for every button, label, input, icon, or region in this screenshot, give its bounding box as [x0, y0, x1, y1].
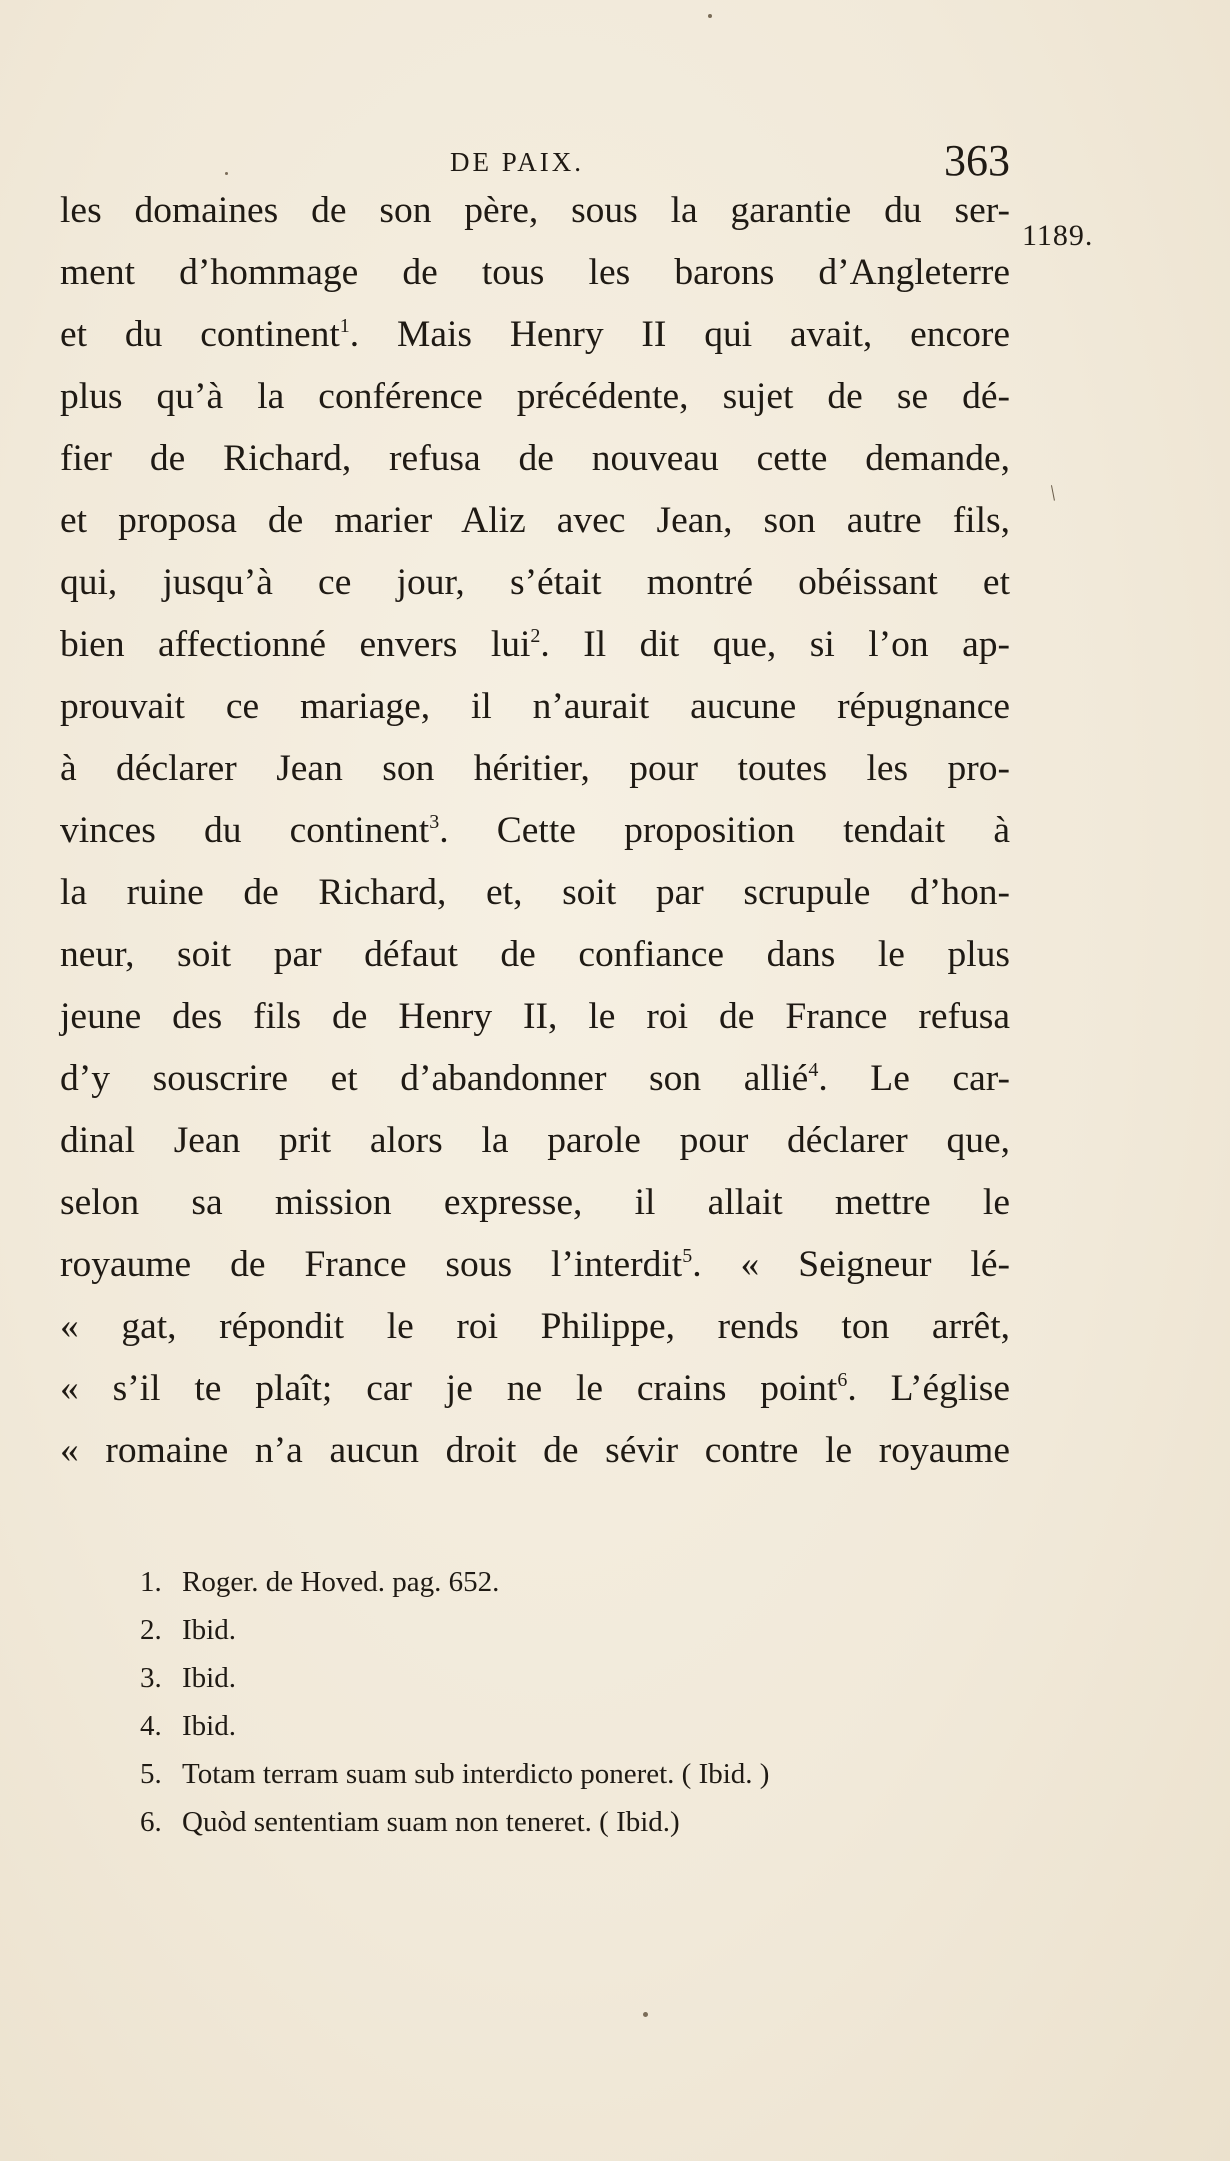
- line-text: à déclarer Jean son héritier, pour toutes les pro-: [60, 748, 1010, 789]
- line-text-continued: . L’église: [847, 1368, 1011, 1409]
- line-text: selon sa mission expresse, il allait mettre le: [60, 1182, 1010, 1223]
- text-line: [60, 180, 1010, 242]
- line-text: « romaine n’a aucun droit de sévir contre le royaume: [60, 1430, 1010, 1471]
- footnote: [140, 1750, 1020, 1798]
- margin-year-note: 1189.: [1022, 219, 1094, 252]
- line-text-continued: . « Seigneur lé-: [692, 1244, 1010, 1285]
- line-text-continued: . Mais Henry II qui avait, encore: [349, 314, 1011, 355]
- text-line: [60, 986, 1010, 1048]
- line-text: vinces du continent: [60, 810, 430, 851]
- line-text: ment d’hommage de tous les barons d’Angleterre: [60, 252, 1010, 293]
- line-text-continued: . Le car-: [818, 1058, 1010, 1099]
- footnote-text: Quòd sententiam suam non teneret. ( Ibid.): [182, 1806, 680, 1838]
- footnote: [140, 1606, 1020, 1654]
- footnote: [140, 1654, 1020, 1702]
- footnote-text: Ibid.: [182, 1614, 236, 1646]
- line-text-continued: . Cette proposition tendait à: [439, 810, 1010, 851]
- footnote-text: Ibid.: [182, 1662, 236, 1694]
- text-line: [60, 1420, 1010, 1482]
- footnote-reference: 2: [530, 625, 541, 647]
- paper-speck: [708, 14, 712, 18]
- text-line: [60, 676, 1010, 738]
- line-text: les domaines de son père, sous la garantie du ser-: [60, 190, 1010, 231]
- paper-speck: [643, 2012, 648, 2017]
- footnote-text: Totam terram suam sub interdicto poneret. ( Ibid. ): [182, 1758, 770, 1790]
- text-line: [60, 1234, 1010, 1296]
- text-line: [60, 304, 1010, 366]
- footnote-reference: 4: [808, 1059, 819, 1081]
- footnote: [140, 1702, 1020, 1750]
- text-line: [60, 490, 1010, 552]
- footnote-text: Roger. de Hoved. pag. 652.: [182, 1566, 500, 1598]
- line-text: la ruine de Richard, et, soit par scrupule d’hon-: [60, 872, 1010, 913]
- footnote-reference: 3: [429, 811, 440, 833]
- footnote-number: 1.: [140, 1566, 162, 1598]
- line-text: « s’il te plaît; car je ne le crains point: [60, 1368, 838, 1409]
- footnote-reference: 1: [339, 315, 350, 337]
- line-text: et du continent: [60, 314, 340, 355]
- footnote-number: 2.: [140, 1614, 162, 1646]
- line-text: prouvait ce mariage, il n’aurait aucune répugnance: [60, 686, 1010, 727]
- text-line: [60, 924, 1010, 986]
- line-text: royaume de France sous l’interdit: [60, 1244, 683, 1285]
- text-line: [60, 1048, 1010, 1110]
- text-line: [60, 862, 1010, 924]
- text-line: [60, 738, 1010, 800]
- footnote: [140, 1798, 1020, 1846]
- line-text-continued: . Il dit que, si l’on ap-: [540, 624, 1010, 665]
- line-text: bien affectionné envers lui: [60, 624, 531, 665]
- running-title: DE PAIX.: [450, 147, 585, 177]
- footnote-number: 6.: [140, 1806, 162, 1838]
- text-line: [60, 1172, 1010, 1234]
- line-text: neur, soit par défaut de confiance dans le plus: [60, 934, 1010, 975]
- text-line: [60, 552, 1010, 614]
- line-text: d’y souscrire et d’abandonner son allié: [60, 1058, 809, 1099]
- text-line: [60, 428, 1010, 490]
- text-line: [60, 1110, 1010, 1172]
- footnote-number: 3.: [140, 1662, 162, 1694]
- line-text: qui, jusqu’à ce jour, s’était montré obéissant et: [60, 562, 1010, 603]
- footnote-number: 5.: [140, 1758, 162, 1790]
- text-line: [60, 614, 1010, 676]
- body-text: [60, 180, 1010, 1482]
- footnote-reference: 5: [682, 1245, 693, 1267]
- text-line: [60, 242, 1010, 304]
- page-number: 363: [944, 136, 1010, 185]
- line-text: jeune des fils de Henry II, le roi de France refusa: [60, 996, 1010, 1037]
- text-line: [60, 800, 1010, 862]
- line-text: plus qu’à la conférence précédente, sujet de se dé-: [60, 376, 1010, 417]
- line-text: « gat, répondit le roi Philippe, rends ton arrêt,: [60, 1306, 1010, 1347]
- line-text: et proposa de marier Aliz avec Jean, son autre fils,: [60, 500, 1010, 541]
- text-line: [60, 1296, 1010, 1358]
- line-text: fier de Richard, refusa de nouveau cette demande,: [60, 438, 1010, 479]
- footnote-number: 4.: [140, 1710, 162, 1742]
- footnote-text: Ibid.: [182, 1710, 236, 1742]
- footnote: [140, 1558, 1020, 1606]
- text-line: [60, 1358, 1010, 1420]
- text-line: [60, 366, 1010, 428]
- footnote-reference: 6: [837, 1369, 848, 1391]
- margin-pencil-mark: /: [1043, 480, 1062, 505]
- line-text: dinal Jean prit alors la parole pour déclarer que,: [60, 1120, 1010, 1161]
- footnotes: [140, 1558, 1020, 1846]
